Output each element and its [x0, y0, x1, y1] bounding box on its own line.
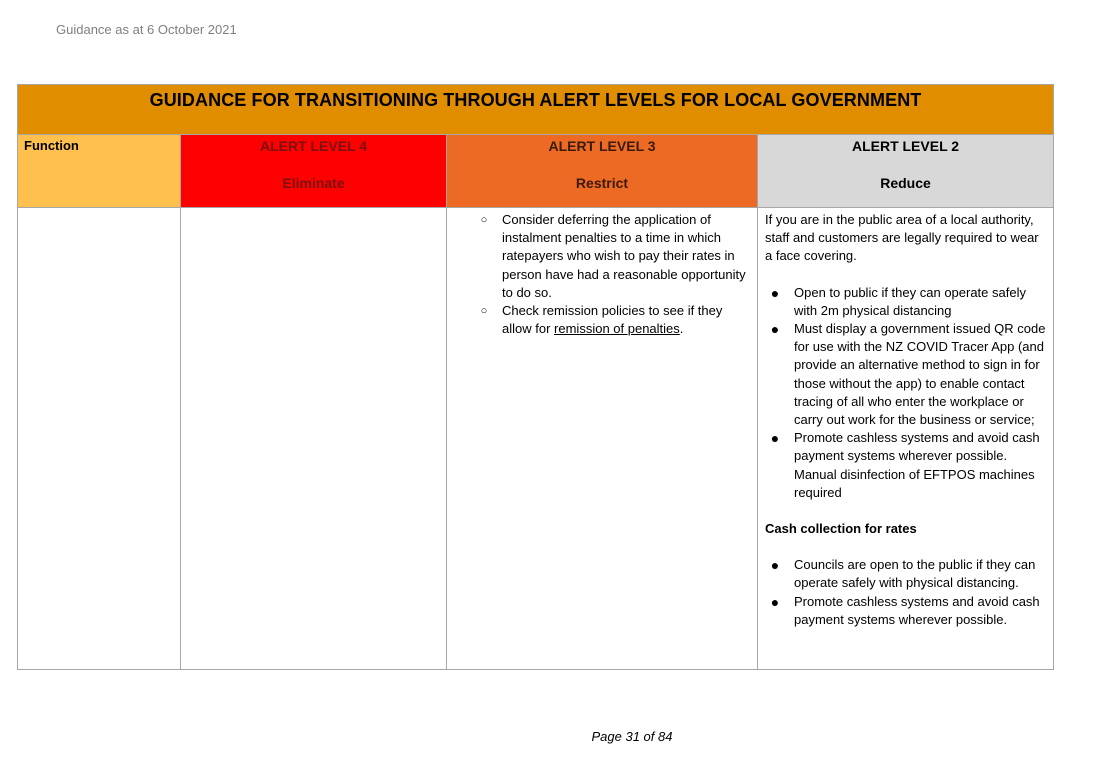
column-header-alert-level-3: [447, 135, 758, 208]
list-item: ● Promote cashless systems and avoid cash payment systems wherever possible. Manual disinfection of EFTPOS machines required: [765, 429, 1047, 502]
list-item: ● Councils are open to the public if they can operate safely with physical distancing.: [765, 556, 1047, 592]
level-2-list: [765, 284, 1047, 502]
list-item: ● Promote cashless systems and avoid cash payment systems wherever possible.: [765, 593, 1047, 629]
list-item: ● Open to public if they can operate safely with 2m physical distancing: [765, 284, 1047, 320]
remission-of-penalties-link[interactable]: remission of penalties: [554, 321, 680, 337]
alert-level-3-label: ALERT LEVEL 3: [548, 138, 656, 154]
cash-collection-heading: Cash collection for rates: [765, 521, 917, 537]
column-header-function: Function: [18, 135, 181, 208]
list-item: ○ Consider deferring the application of instalment penalties to a time in which ratepayers who wish to pay their rates in person have had a reasonable opportunity to do so.: [477, 211, 749, 302]
level-2-intro: If you are in the public area of a local authority, staff and customers are legally required to wear a face covering.: [765, 212, 1039, 264]
document-header: Guidance as at 6 October 2021: [56, 22, 237, 37]
bullet-icon: ●: [770, 321, 780, 338]
alert-level-4-sub: Eliminate: [282, 175, 345, 191]
bullet-icon: ●: [770, 593, 780, 610]
list-item: ● Must display a government issued QR code for use with the NZ COVID Tracer App (and provide an alternative method to sign in for those without the app) to enable contact tracing of all who enter the workplace or carry out work for the business or service;: [765, 320, 1047, 429]
circle-bullet-icon: ○: [480, 305, 488, 318]
guidance-table: [17, 84, 1054, 670]
list-item: ○ Check remission policies to see if they allow for remission of penalties.: [477, 302, 749, 338]
table-row: [18, 208, 1054, 670]
alert-level-2-sub: Reduce: [880, 175, 931, 191]
bullet-icon: ●: [770, 430, 780, 447]
circle-bullet-icon: ○: [480, 214, 488, 226]
level-3-list: [477, 211, 749, 338]
level-2-cash-list: [765, 556, 1047, 629]
level-4-cell: [181, 208, 447, 670]
page-number: Page 31 of 84: [591, 729, 673, 744]
column-header-alert-level-2: [758, 135, 1054, 208]
alert-level-2-label: ALERT LEVEL 2: [851, 138, 960, 154]
alert-level-3-sub: Restrict: [575, 175, 629, 191]
table-title: GUIDANCE FOR TRANSITIONING THROUGH ALERT LEVELS FOR LOCAL GOVERNMENT: [18, 85, 1054, 135]
bullet-icon: ●: [770, 557, 780, 574]
level-2-cell: [758, 208, 1054, 670]
bullet-icon: ●: [770, 284, 780, 301]
alert-level-4-label: ALERT LEVEL 4: [259, 138, 368, 154]
level-3-cell: [447, 208, 758, 670]
column-header-alert-level-4: [181, 135, 447, 208]
function-cell: [18, 208, 181, 670]
